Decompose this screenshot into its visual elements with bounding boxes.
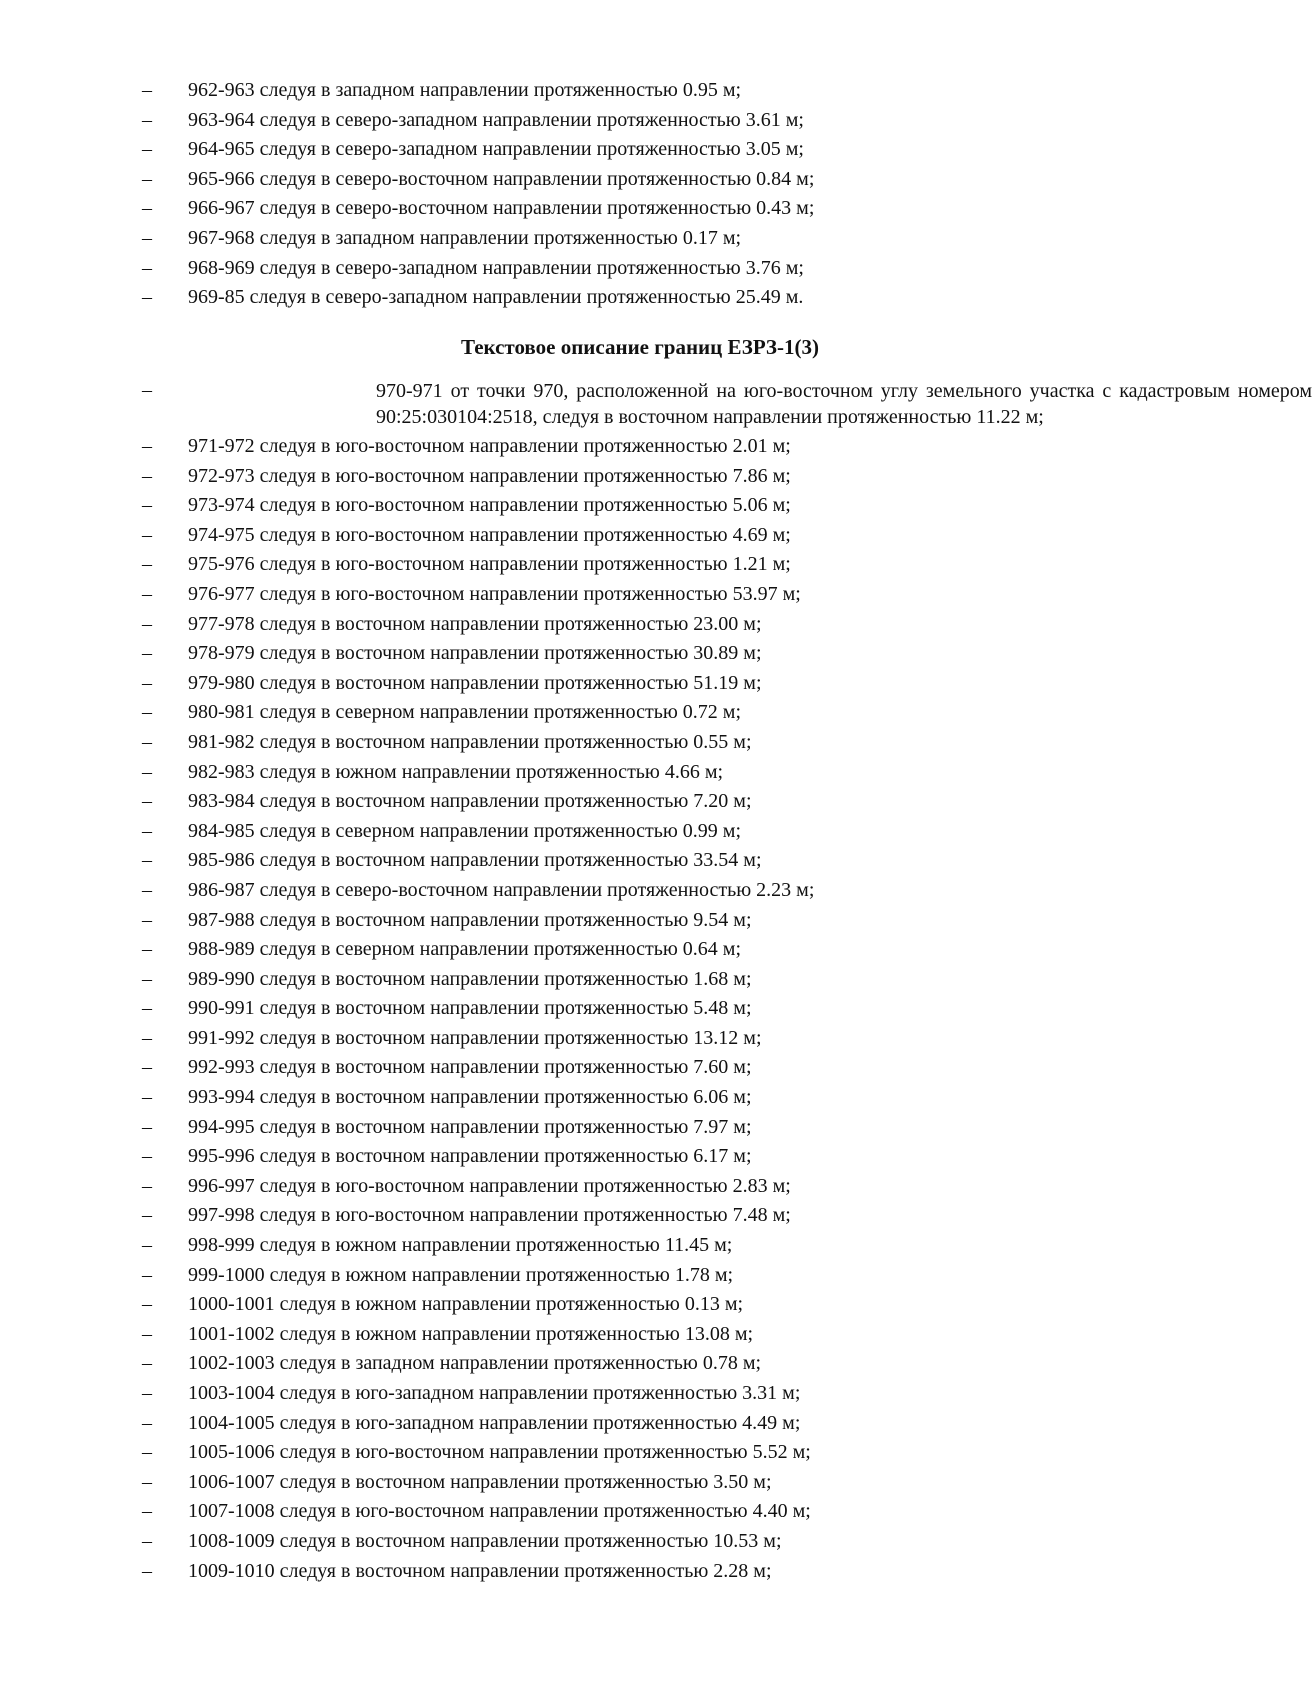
- list-item: [0, 787, 1200, 817]
- list-bullet: –: [142, 256, 152, 279]
- list-item: [0, 1142, 1200, 1172]
- boundary-segment-list-part-1: [0, 76, 1200, 313]
- list-bullet: –: [142, 938, 152, 961]
- list-item: [0, 1231, 1200, 1261]
- list-item: [0, 728, 1200, 758]
- list-item: [0, 165, 1200, 195]
- list-item: [0, 1557, 1200, 1587]
- list-item: [0, 491, 1200, 521]
- list-item-text: 963-964 следуя в северо-западном направлении протяженностью 3.61 м;: [188, 108, 804, 131]
- list-bullet: –: [142, 1352, 152, 1375]
- list-item: [0, 1113, 1200, 1143]
- list-item: [0, 994, 1200, 1024]
- list-item: [0, 1172, 1200, 1202]
- list-item-text: 969-85 следуя в северо-западном направлении протяженностью 25.49 м.: [188, 286, 804, 309]
- list-item-text: 989-990 следуя в восточном направлении протяженностью 1.68 м;: [188, 967, 752, 990]
- list-item: [0, 1320, 1200, 1350]
- list-item-text: 966-967 следуя в северо-восточном направлении протяженностью 0.43 м;: [188, 197, 815, 220]
- list-item: [0, 106, 1200, 136]
- list-item-text: 990-991 следуя в восточном направлении протяженностью 5.48 м;: [188, 997, 752, 1020]
- list-item-text: 1005-1006 следуя в юго-восточном направлении протяженностью 5.52 м;: [188, 1441, 811, 1464]
- list-item: [0, 1290, 1200, 1320]
- list-item-text: 972-973 следуя в юго-восточном направлении протяженностью 7.86 м;: [188, 464, 791, 487]
- list-item: [0, 135, 1200, 165]
- list-item-text: 964-965 следуя в северо-западном направлении протяженностью 3.05 м;: [188, 138, 804, 161]
- list-bullet: –: [142, 849, 152, 872]
- list-item: [0, 1527, 1200, 1557]
- list-item-text: 1006-1007 следуя в восточном направлении протяженностью 3.50 м;: [188, 1470, 772, 1493]
- list-bullet: –: [142, 1500, 152, 1523]
- list-bullet: –: [142, 1204, 152, 1227]
- list-bullet: –: [142, 1174, 152, 1197]
- list-bullet: –: [142, 1293, 152, 1316]
- list-bullet: –: [142, 494, 152, 517]
- list-item-text: 962-963 следуя в западном направлении протяженностью 0.95 м;: [188, 79, 742, 101]
- list-item-text: 967-968 следуя в западном направлении протяженностью 0.17 м;: [188, 226, 742, 249]
- list-bullet: –: [142, 108, 152, 131]
- list-item: [0, 698, 1200, 728]
- list-item: [0, 76, 1200, 106]
- list-item: [0, 1468, 1200, 1498]
- list-item-text: 984-985 следуя в северном направлении протяженностью 0.99 м;: [188, 819, 742, 842]
- list-bullet: –: [142, 79, 152, 101]
- list-item: [0, 521, 1200, 551]
- list-bullet: –: [142, 819, 152, 842]
- list-bullet: –: [142, 464, 152, 487]
- list-bullet: –: [142, 790, 152, 813]
- list-bullet: –: [142, 1382, 152, 1404]
- list-item-text: 1002-1003 следуя в западном направлении протяженностью 0.78 м;: [188, 1352, 762, 1375]
- list-bullet: –: [142, 760, 152, 783]
- list-item-text: 992-993 следуя в восточном направлении протяженностью 7.60 м;: [188, 1056, 752, 1079]
- list-bullet: –: [142, 1411, 152, 1434]
- list-item: [0, 1261, 1200, 1291]
- list-item: [0, 254, 1200, 284]
- list-bullet: –: [142, 642, 152, 665]
- list-item-text: 982-983 следуя в южном направлении протяженностью 4.66 м;: [188, 760, 724, 783]
- list-item-text: 1008-1009 следуя в восточном направлении протяженностью 10.53 м;: [188, 1529, 782, 1552]
- list-item: [0, 610, 1200, 640]
- list-item-text: 979-980 следуя в восточном направлении протяженностью 51.19 м;: [188, 671, 762, 694]
- list-item: [0, 1379, 1200, 1409]
- list-item-text: 997-998 следуя в юго-восточном направлении протяженностью 7.48 м;: [188, 1204, 791, 1227]
- list-item-text: 998-999 следуя в южном направлении протяженностью 11.45 м;: [188, 1234, 733, 1257]
- list-item: [0, 1497, 1200, 1527]
- list-item-text: 999-1000 следуя в южном направлении протяженностью 1.78 м;: [188, 1263, 734, 1286]
- list-bullet: –: [142, 1056, 152, 1079]
- list-item-text: 978-979 следуя в восточном направлении протяженностью 30.89 м;: [188, 642, 762, 665]
- list-item-text: 981-982 следуя в восточном направлении протяженностью 0.55 м;: [188, 730, 752, 753]
- list-item-text: 995-996 следуя в восточном направлении протяженностью 6.17 м;: [188, 1145, 752, 1168]
- list-bullet: –: [142, 523, 152, 546]
- list-bullet: –: [142, 379, 152, 401]
- list-item-text: 993-994 следуя в восточном направлении протяженностью 6.06 м;: [188, 1086, 752, 1109]
- list-item-text: 977-978 следуя в восточном направлении протяженностью 23.00 м;: [188, 612, 762, 635]
- list-bullet: –: [142, 1470, 152, 1493]
- list-item-text: 1001-1002 следуя в южном направлении протяженностью 13.08 м;: [188, 1322, 754, 1345]
- list-bullet: –: [142, 908, 152, 931]
- list-item-text: 987-988 следуя в восточном направлении протяженностью 9.54 м;: [188, 908, 752, 931]
- list-item-text: 996-997 следуя в юго-восточном направлении протяженностью 2.83 м;: [188, 1174, 791, 1197]
- list-bullet: –: [142, 612, 152, 635]
- list-item-text: 994-995 следуя в восточном направлении протяженностью 7.97 м;: [188, 1115, 752, 1138]
- list-bullet: –: [142, 286, 152, 309]
- list-item: [0, 580, 1200, 610]
- list-item: [0, 906, 1200, 936]
- list-item-text: 975-976 следуя в юго-восточном направлении протяженностью 1.21 м;: [188, 553, 791, 576]
- list-item: [0, 639, 1200, 669]
- list-item-text: 1000-1001 следуя в южном направлении протяженностью 0.13 м;: [188, 1293, 744, 1316]
- list-item: [0, 817, 1200, 847]
- list-item: [0, 224, 1200, 254]
- list-item-text: 1003-1004 следуя в юго-западном направлении протяженностью 3.31 м;: [188, 1382, 801, 1404]
- list-item: [0, 1349, 1200, 1379]
- list-bullet: –: [142, 1263, 152, 1286]
- list-item: [0, 965, 1200, 995]
- list-bullet: –: [142, 435, 152, 457]
- list-bullet: –: [142, 671, 152, 694]
- list-bullet: –: [142, 997, 152, 1020]
- list-item: [0, 1083, 1200, 1113]
- list-bullet: –: [142, 138, 152, 161]
- list-item: [0, 1053, 1200, 1083]
- list-item-text: 965-966 следуя в северо-восточном направлении протяженностью 0.84 м;: [188, 167, 815, 190]
- list-item-text: 968-969 следуя в северо-западном направлении протяженностью 3.76 м;: [188, 256, 804, 279]
- list-bullet: –: [142, 1145, 152, 1168]
- list-item-text: 971-972 следуя в юго-восточном направлении протяженностью 2.01 м;: [188, 435, 791, 457]
- list-bullet: –: [142, 1026, 152, 1049]
- list-item: [0, 1024, 1200, 1054]
- list-bullet: –: [142, 1115, 152, 1138]
- list-item-text: 988-989 следуя в северном направлении протяженностью 0.64 м;: [188, 938, 742, 961]
- list-item: [0, 876, 1200, 906]
- list-item-text: 991-992 следуя в восточном направлении протяженностью 13.12 м;: [188, 1026, 762, 1049]
- list-item-text: 974-975 следуя в юго-восточном направлении протяженностью 4.69 м;: [188, 523, 791, 546]
- list-bullet: –: [142, 553, 152, 576]
- list-bullet: –: [142, 1322, 152, 1345]
- list-item-text: 1004-1005 следуя в юго-западном направлении протяженностью 4.49 м;: [188, 1411, 801, 1434]
- list-bullet: –: [142, 1234, 152, 1257]
- list-item-text: 986-987 следуя в северо-восточном направлении протяженностью 2.23 м;: [188, 878, 815, 901]
- list-item: [0, 194, 1200, 224]
- list-item-text: 970-971 от точки 970, расположенной на юго-восточном углу земельного участка с кадастровым номером 90:25:030104:2518, следуя в восточном направлении протяженностью 11.22 м;: [376, 380, 1312, 428]
- list-item: [0, 432, 1200, 462]
- list-bullet: –: [142, 1529, 152, 1552]
- list-item: [0, 462, 1200, 492]
- list-item: [0, 935, 1200, 965]
- section-heading: Текстовое описание границ ЕЗРЗ-1(3): [460, 335, 819, 359]
- list-item: [0, 1409, 1200, 1439]
- list-item: [0, 283, 1200, 313]
- list-bullet: –: [142, 167, 152, 190]
- list-item: [0, 758, 1200, 788]
- list-item: [0, 669, 1200, 699]
- list-item-text: 976-977 следуя в юго-восточном направлении протяженностью 53.97 м;: [188, 582, 801, 605]
- boundary-segment-list-part-2: [0, 376, 1312, 1586]
- list-item-text: 983-984 следуя в восточном направлении протяженностью 7.20 м;: [188, 790, 752, 813]
- list-item: [0, 1438, 1200, 1468]
- list-bullet: –: [142, 1559, 152, 1582]
- list-item-text: 1009-1010 следуя в восточном направлении протяженностью 2.28 м;: [188, 1559, 772, 1582]
- list-bullet: –: [142, 226, 152, 249]
- list-item-text: 980-981 следуя в северном направлении протяженностью 0.72 м;: [188, 701, 742, 724]
- list-bullet: –: [142, 1441, 152, 1464]
- list-item: [0, 1201, 1200, 1231]
- list-bullet: –: [142, 701, 152, 724]
- list-bullet: –: [142, 730, 152, 753]
- list-item: [0, 550, 1200, 580]
- list-bullet: –: [142, 1086, 152, 1109]
- list-bullet: –: [142, 582, 152, 605]
- list-bullet: –: [142, 197, 152, 220]
- list-bullet: –: [142, 967, 152, 990]
- list-item-text: 973-974 следуя в юго-восточном направлении протяженностью 5.06 м;: [188, 494, 791, 517]
- list-item-text: 1007-1008 следуя в юго-восточном направлении протяженностью 4.40 м;: [188, 1500, 811, 1523]
- list-item: [0, 846, 1200, 876]
- list-item-text: 985-986 следуя в восточном направлении протяженностью 33.54 м;: [188, 849, 762, 872]
- list-bullet: –: [142, 878, 152, 901]
- list-item: [0, 376, 1312, 432]
